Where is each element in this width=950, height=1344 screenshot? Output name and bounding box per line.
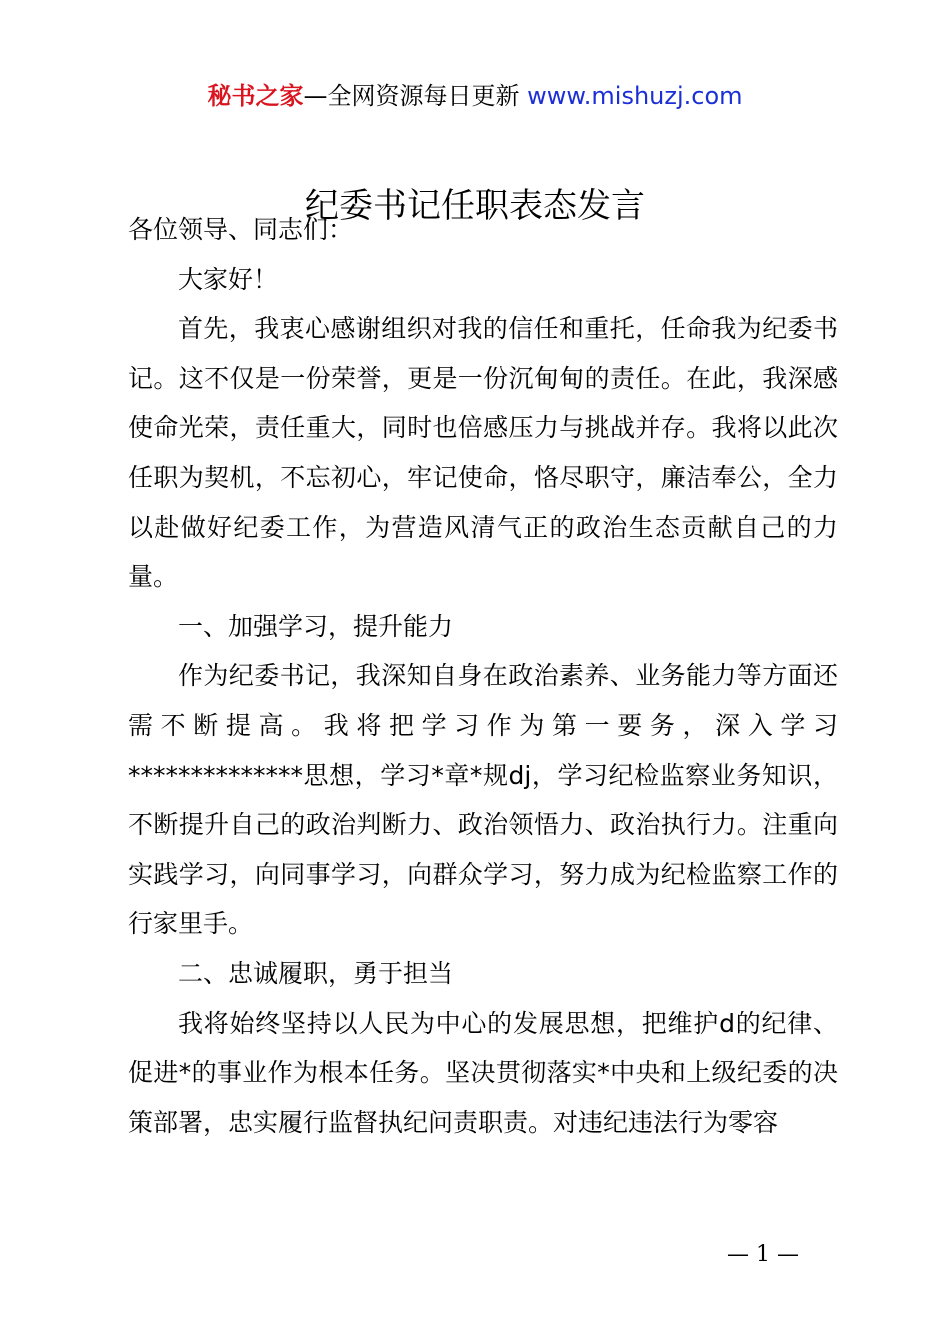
- site-header: [0, 80, 950, 112]
- site-url-link[interactable]: www.mishuzj.com: [527, 82, 743, 110]
- brand-name: 秘书之家: [207, 82, 304, 110]
- intro-paragraph: 首先，我衷心感谢组织对我的信任和重托，任命我为纪委书记。这不仅是一份荣誉，更是一份沉甸甸的责任。在此，我深感使命光荣，责任重大，同时也倍感压力与挑战并存。我将以此次任职为契机，不忘初心，牢记使命，恪尽职守，廉洁奉公，全力以赴做好纪委工作，为营造风清气正的政治生态贡献自己的力量。: [128, 314, 838, 592]
- document-title: 纪委书记任职表态发言: [305, 186, 645, 226]
- document-body: [128, 205, 838, 1147]
- greeting-paragraph: 大家好！: [178, 264, 279, 294]
- section-1-paragraph: 作为纪委书记，我深知自身在政治素养、业务能力等方面还需不断提高。我将把学习作为第一要务，深入学习**************思想，学习*章*规dj，学习纪检监察业务知识，不断提升自己的政治判断力、政治领悟力、政治执行力。注重向实践学习，向同事学习，向群众学习，努力成为纪检监察工作的行家里手。: [128, 661, 838, 939]
- salutation: 各位领导、同志们：: [128, 215, 354, 244]
- section-heading-1: 一、加强学习，提升能力: [178, 611, 454, 641]
- section-2-paragraph: 我将始终坚持以人民为中心的发展思想，把维护d的纪律、促进*的事业作为根本任务。坚决贯彻落实*中央和上级纪委的决策部署，忠实履行监督执纪问责职责。对违纪违法行为零容: [128, 1008, 838, 1137]
- section-heading-2: 二、忠诚履职，勇于担当: [178, 958, 454, 988]
- header-tagline: —全网资源每日更新: [303, 82, 528, 110]
- page-number: — 1 —: [727, 1242, 799, 1267]
